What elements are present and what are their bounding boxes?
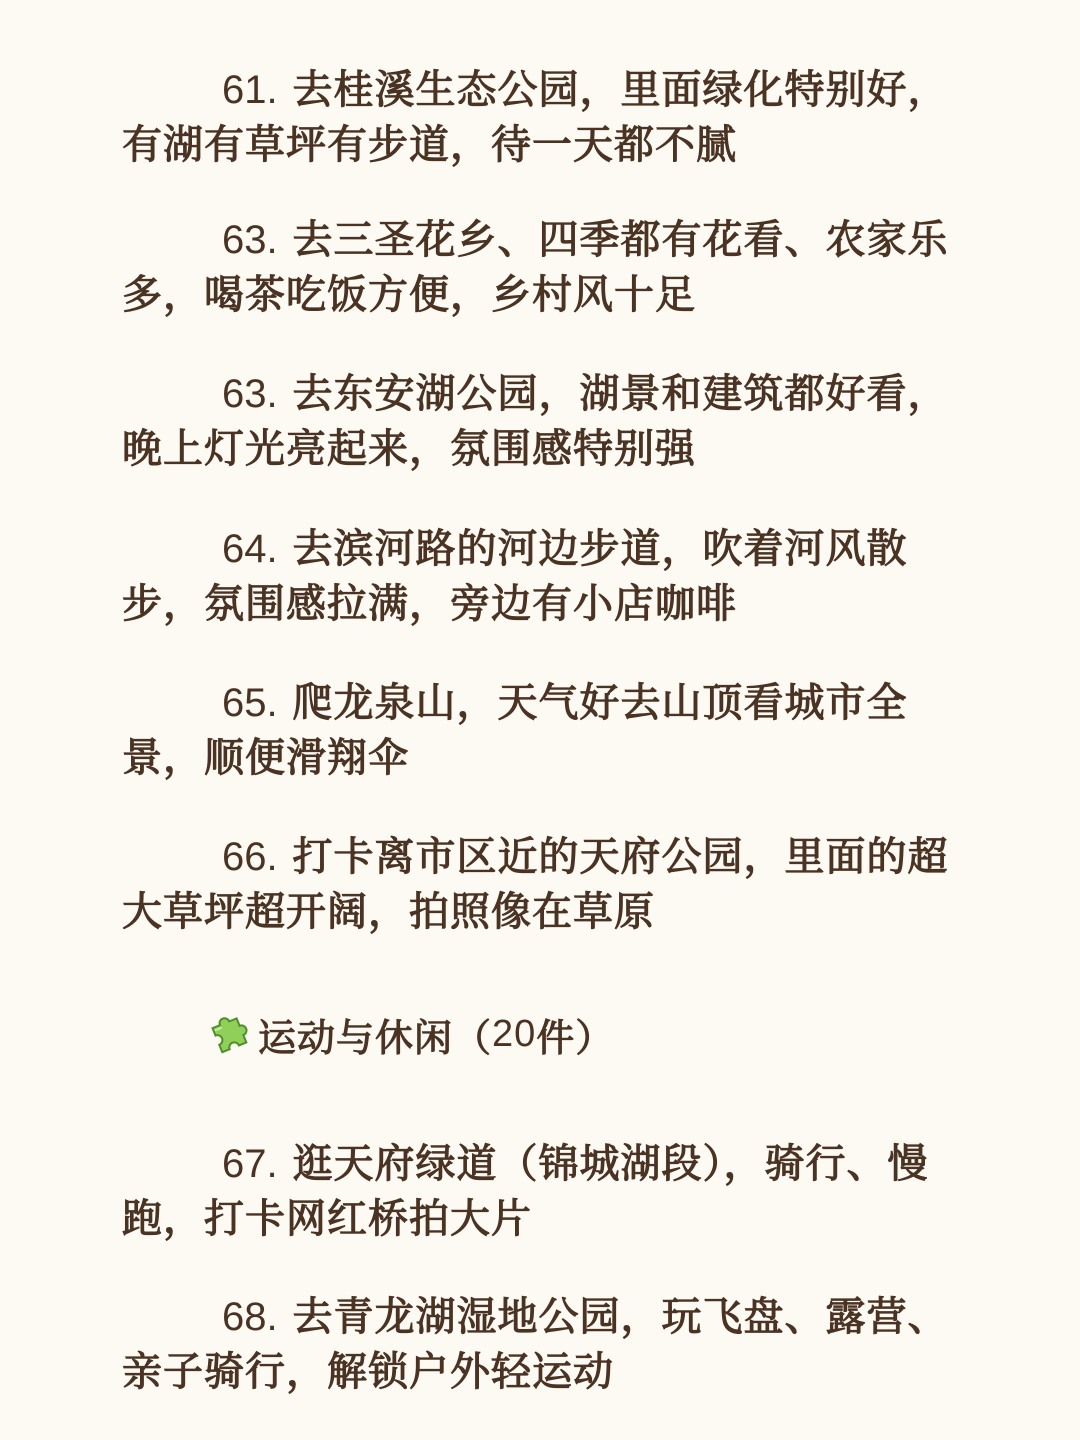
section-heading (204, 1004, 614, 1064)
list-item-67 (122, 1137, 972, 1247)
item-number: 63. (222, 372, 278, 416)
item-text: 去滨河路的河边步道，吹着河风散步，氛围感拉满，旁边有小店咖啡 (122, 526, 908, 627)
item-text: 打卡离市区近的天府公园，里面的超大草坪超开阔，拍照像在草原 (122, 834, 949, 935)
item-number: 65. (222, 681, 278, 725)
item-number: 68. (222, 1295, 278, 1339)
item-text: 去桂溪生态公园，里面绿化特别好，有湖有草坪有步道，待一天都不腻 (122, 67, 949, 168)
item-text: 去东安湖公园，湖景和建筑都好看，晚上灯光亮起来，氛围感特别强 (122, 371, 949, 472)
item-number: 66. (222, 835, 278, 879)
item-text: 去三圣花乡、四季都有花看、农家乐多，喝茶吃饭方便，乡村风十足 (122, 217, 949, 318)
item-number: 67. (222, 1142, 278, 1186)
item-number: 61. (222, 68, 278, 112)
item-number: 64. (222, 527, 278, 571)
item-text: 逛天府绿道（锦城湖段），骑行、慢跑，打卡网红桥拍大片 (122, 1141, 929, 1242)
list-item-63a (122, 213, 972, 323)
list-item-64 (122, 522, 972, 632)
item-text: 去青龙湖湿地公园，玩飞盘、露营、亲子骑行，解锁户外轻运动 (122, 1294, 949, 1395)
list-item-63b (122, 367, 972, 477)
item-text: 爬龙泉山，天气好去山顶看城市全景，顺便滑翔伞 (122, 680, 908, 781)
section-title: 运动与休闲（ (258, 1015, 493, 1060)
list-item-65 (122, 676, 972, 786)
section-count: 20 (492, 1012, 537, 1055)
list-item-68 (122, 1290, 972, 1400)
list-item-61 (122, 63, 972, 173)
item-number: 63. (222, 218, 278, 262)
list-item-66 (122, 830, 972, 940)
puzzle-piece-icon (204, 1008, 256, 1060)
section-suffix: 件） (536, 1015, 615, 1060)
